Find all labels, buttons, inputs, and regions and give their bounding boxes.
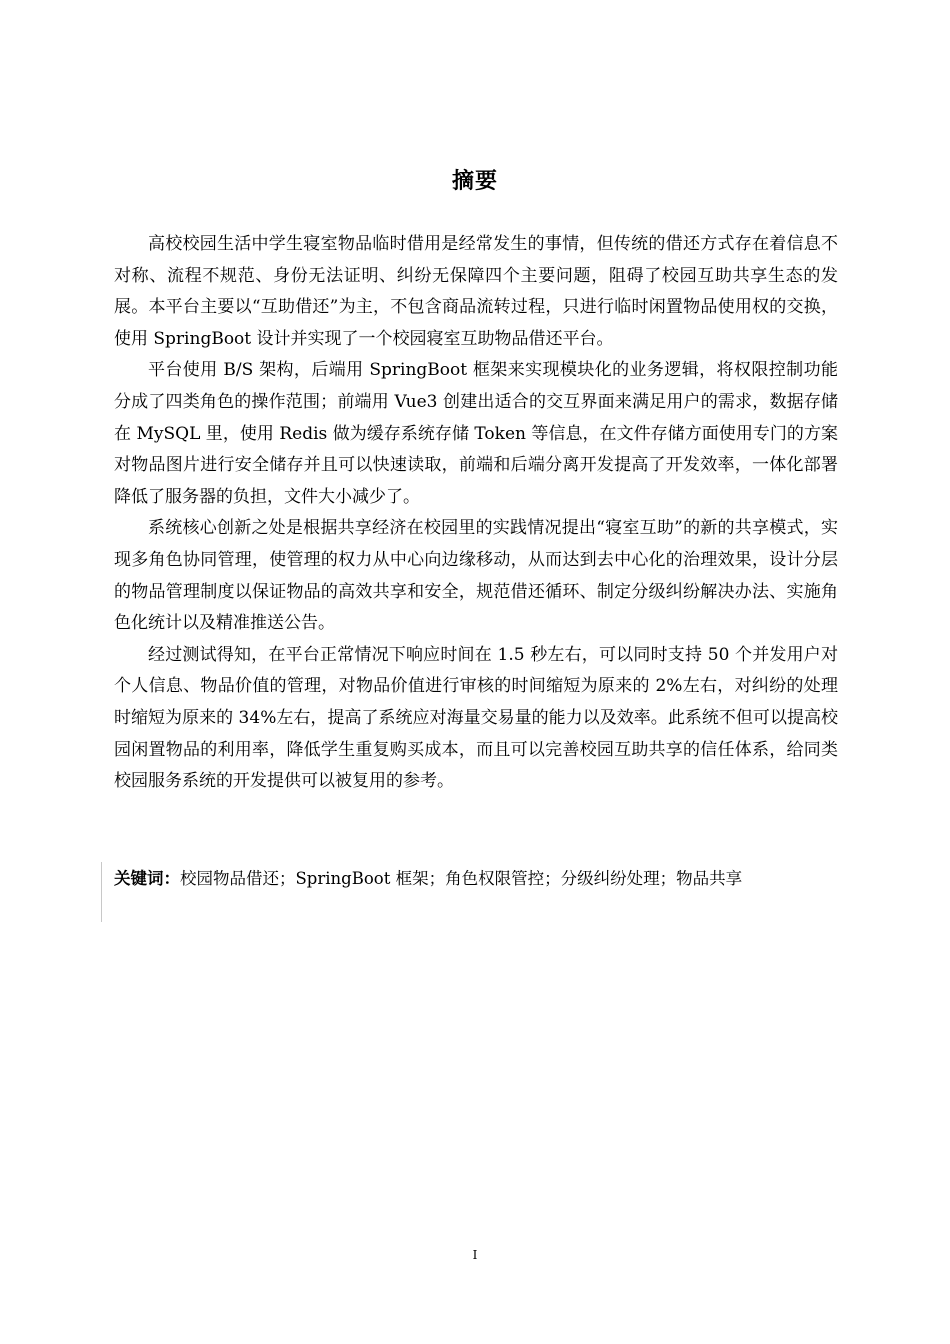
margin-rule [101, 862, 102, 922]
abstract-paragraph-4: 经过测试得知，在平台正常情况下响应时间在 1.5 秒左右，可以同时支持 50 个并发用户对个人信息、物品价值的管理，对物品价值进行审核的时间缩短为原来的 2%左右，对纠纷的处理时缩短为原来的 34%左右，提高了系统应对海量交易量的能力以及效率。此系统不但可以提高校园闲置物品的利用率，降低学生重复购买成本，而且可以完善校园互助共享的信任体系，给同类校园服务系统的开发提供可以被复用的参考。 [114, 644, 838, 792]
abstract-title: 摘要 [451, 169, 498, 194]
abstract-paragraph-1: 高校校园生活中学生寝室物品临时借用是经常发生的事情，但传统的借还方式存在着信息不对称、流程不规范、身份无法证明、纠纷无保障四个主要问题，阻碍了校园互助共享生态的发展。本平台主要以“互助借还”为主，不包含商品流转过程，只进行临时闲置物品使用权的交换，使用 SpringBoot 设计并实现了一个校园寝室互助物品借还平台。 [114, 234, 838, 349]
keywords-value: 校园物品借还；SpringBoot 框架；角色权限管控；分级纠纷处理；物品共享 [180, 869, 743, 888]
keywords-label: 关键词： [114, 869, 180, 888]
abstract-body [114, 229, 838, 798]
page-number: I [472, 1248, 478, 1262]
abstract-paragraph-3: 系统核心创新之处是根据共享经济在校园里的实践情况提出“寝室互助”的新的共享模式，实现多角色协同管理，使管理的权力从中心向边缘移动，从而达到去中心化的治理效果，设计分层的物品管理制度以保证物品的高效共享和安全，规范借还循环、制定分级纠纷解决办法、实施角色化统计以及精准推送公告。 [114, 518, 838, 634]
keywords-line [114, 865, 838, 893]
abstract-paragraph-2: 平台使用 B/S 架构，后端用 SpringBoot 框架来实现模块化的业务逻辑，将权限控制功能分成了四类角色的操作范围；前端用 Vue3 创建出适合的交互界面来满足用户的需求，数据存储在 MySQL 里，使用 Redis 做为缓存系统存储 Token 等信息，在文件存储方面使用专门的方案对物品图片进行安全储存并且可以快速读取，前端和后端分离开发提高了开发效率，一体化部署降低了服务器的负担，文件大小减少了。 [114, 360, 838, 507]
